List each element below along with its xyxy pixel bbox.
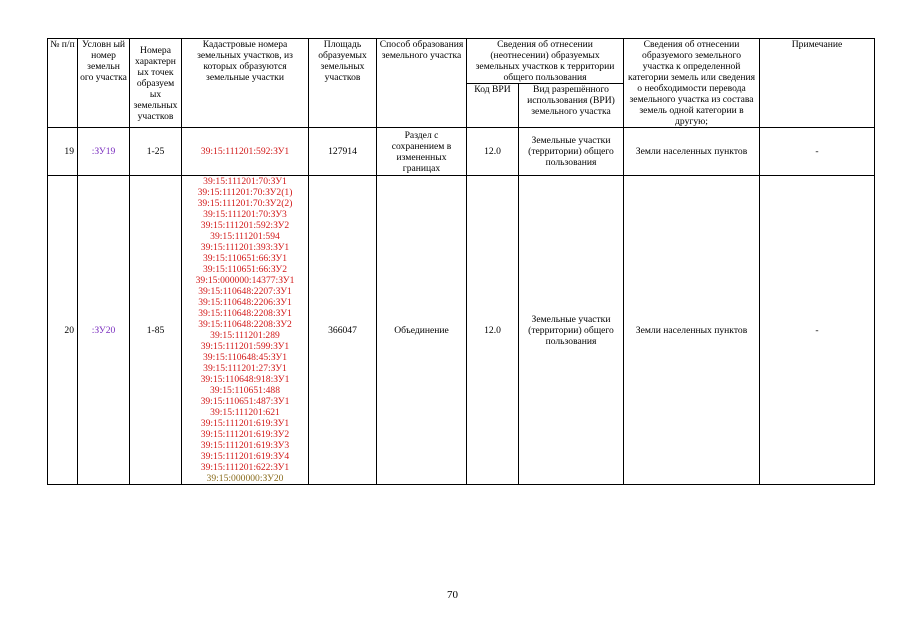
cadastral-number: 39:15:111201:592:ЗУ1 xyxy=(200,146,290,157)
land-plots-table xyxy=(47,38,875,485)
cadastral-number: 39:15:111201:70:ЗУ1 xyxy=(203,176,287,187)
cadastral-number: 39:15:111201:70:ЗУ2(1) xyxy=(197,187,293,198)
row-note: - xyxy=(760,176,875,485)
cadastral-number: 39:15:110651:66:ЗУ1 xyxy=(202,253,288,264)
row-area: 127914 xyxy=(309,128,377,176)
header-vri-code: Код ВРИ xyxy=(467,84,519,128)
row-method: Раздел с сохранением в измененных границах xyxy=(377,128,467,176)
row-cadastral-list xyxy=(182,128,309,176)
row-category: Земли населенных пунктов xyxy=(624,176,760,485)
cadastral-number: 39:15:111201:619:ЗУ3 xyxy=(200,440,290,451)
row-method: Объединение xyxy=(377,176,467,485)
row-vri-name: Земельные участки (территории) общего пользования xyxy=(519,176,624,485)
cadastral-number: 39:15:110648:45:ЗУ1 xyxy=(202,352,288,363)
cadastral-number: 39:15:111201:393:ЗУ1 xyxy=(200,242,290,253)
cadastral-number: 39:15:111201:594 xyxy=(210,231,280,242)
header-method: Способ образования земельного участка xyxy=(377,39,467,128)
page-number: 70 xyxy=(447,589,458,601)
table-header-row xyxy=(48,39,875,84)
header-vri-name: Вид разрешённого использования (ВРИ) земельного участка xyxy=(519,84,624,128)
cadastral-number: 39:15:111201:622:ЗУ1 xyxy=(200,462,290,473)
cadastral-number: 39:15:110651:66:ЗУ2 xyxy=(202,264,288,275)
header-points: Номера характерн ых точек образуем ых земельных участков xyxy=(130,39,182,128)
row-points: 1-25 xyxy=(130,128,182,176)
header-note: Примечание xyxy=(760,39,875,128)
cadastral-number: 39:15:000000:14377:ЗУ1 xyxy=(195,275,295,286)
header-cadastral: Кадастровые номера земельных участков, из которых образуются земельные участки xyxy=(182,39,309,128)
cadastral-number: 39:15:111201:619:ЗУ2 xyxy=(200,429,290,440)
header-common-use: Сведения об отнесении (неотнесении) образуемых земельных участков к территории общего пользования xyxy=(467,39,624,84)
cadastral-number: 39:15:111201:621 xyxy=(210,407,280,418)
row-num: 19 xyxy=(48,128,78,176)
cadastral-number: 39:15:111201:619:ЗУ1 xyxy=(200,418,290,429)
row-cadastral-list xyxy=(182,176,309,485)
cadastral-number: 39:15:111201:599:ЗУ1 xyxy=(200,341,290,352)
cadastral-number: 39:15:110648:2208:ЗУ2 xyxy=(198,319,292,330)
cadastral-number: 39:15:111201:27:ЗУ1 xyxy=(203,363,287,374)
row-num: 20 xyxy=(48,176,78,485)
row-vri-code: 12.0 xyxy=(467,128,519,176)
row-note: - xyxy=(760,128,875,176)
row-zu-label: :ЗУ20 xyxy=(78,176,130,485)
table-row xyxy=(48,176,875,485)
row-points: 1-85 xyxy=(130,176,182,485)
cadastral-number: 39:15:110651:488 xyxy=(210,385,280,396)
cadastral-number: 39:15:111201:592:ЗУ2 xyxy=(200,220,290,231)
cadastral-number: 39:15:110651:487:ЗУ1 xyxy=(200,396,290,407)
header-zu: Условн ый номер земельн ого участка xyxy=(78,39,130,128)
header-category: Сведения об отнесении образуемого земельного участка к определенной категории земель или сведения о необходимости перевода земельного участка из состава земель одной категории в другую; xyxy=(624,39,760,128)
cadastral-number: 39:15:111201:70:ЗУ2(2) xyxy=(197,198,293,209)
header-num: № п/п xyxy=(48,39,78,128)
row-category: Земли населенных пунктов xyxy=(624,128,760,176)
cadastral-number: 39:15:110648:2207:ЗУ1 xyxy=(198,286,292,297)
row-zu-label: :ЗУ19 xyxy=(78,128,130,176)
cadastral-number: 39:15:110648:2206:ЗУ1 xyxy=(198,297,292,308)
cadastral-number: 39:15:111201:70:ЗУ3 xyxy=(203,209,287,220)
row-area: 366047 xyxy=(309,176,377,485)
cadastral-number: 39:15:110648:2208:ЗУ1 xyxy=(198,308,292,319)
cadastral-number: 39:15:110648:918:ЗУ1 xyxy=(200,374,290,385)
cadastral-number: 39:15:111201:619:ЗУ4 xyxy=(200,451,290,462)
table-row xyxy=(48,128,875,176)
row-vri-code: 12.0 xyxy=(467,176,519,485)
row-vri-name: Земельные участки (территории) общего пользования xyxy=(519,128,624,176)
header-area: Площадь образуемых земельных участков xyxy=(309,39,377,128)
cadastral-number: 39:15:000000:ЗУ20 xyxy=(206,473,284,484)
cadastral-number: 39:15:111201:289 xyxy=(210,330,280,341)
